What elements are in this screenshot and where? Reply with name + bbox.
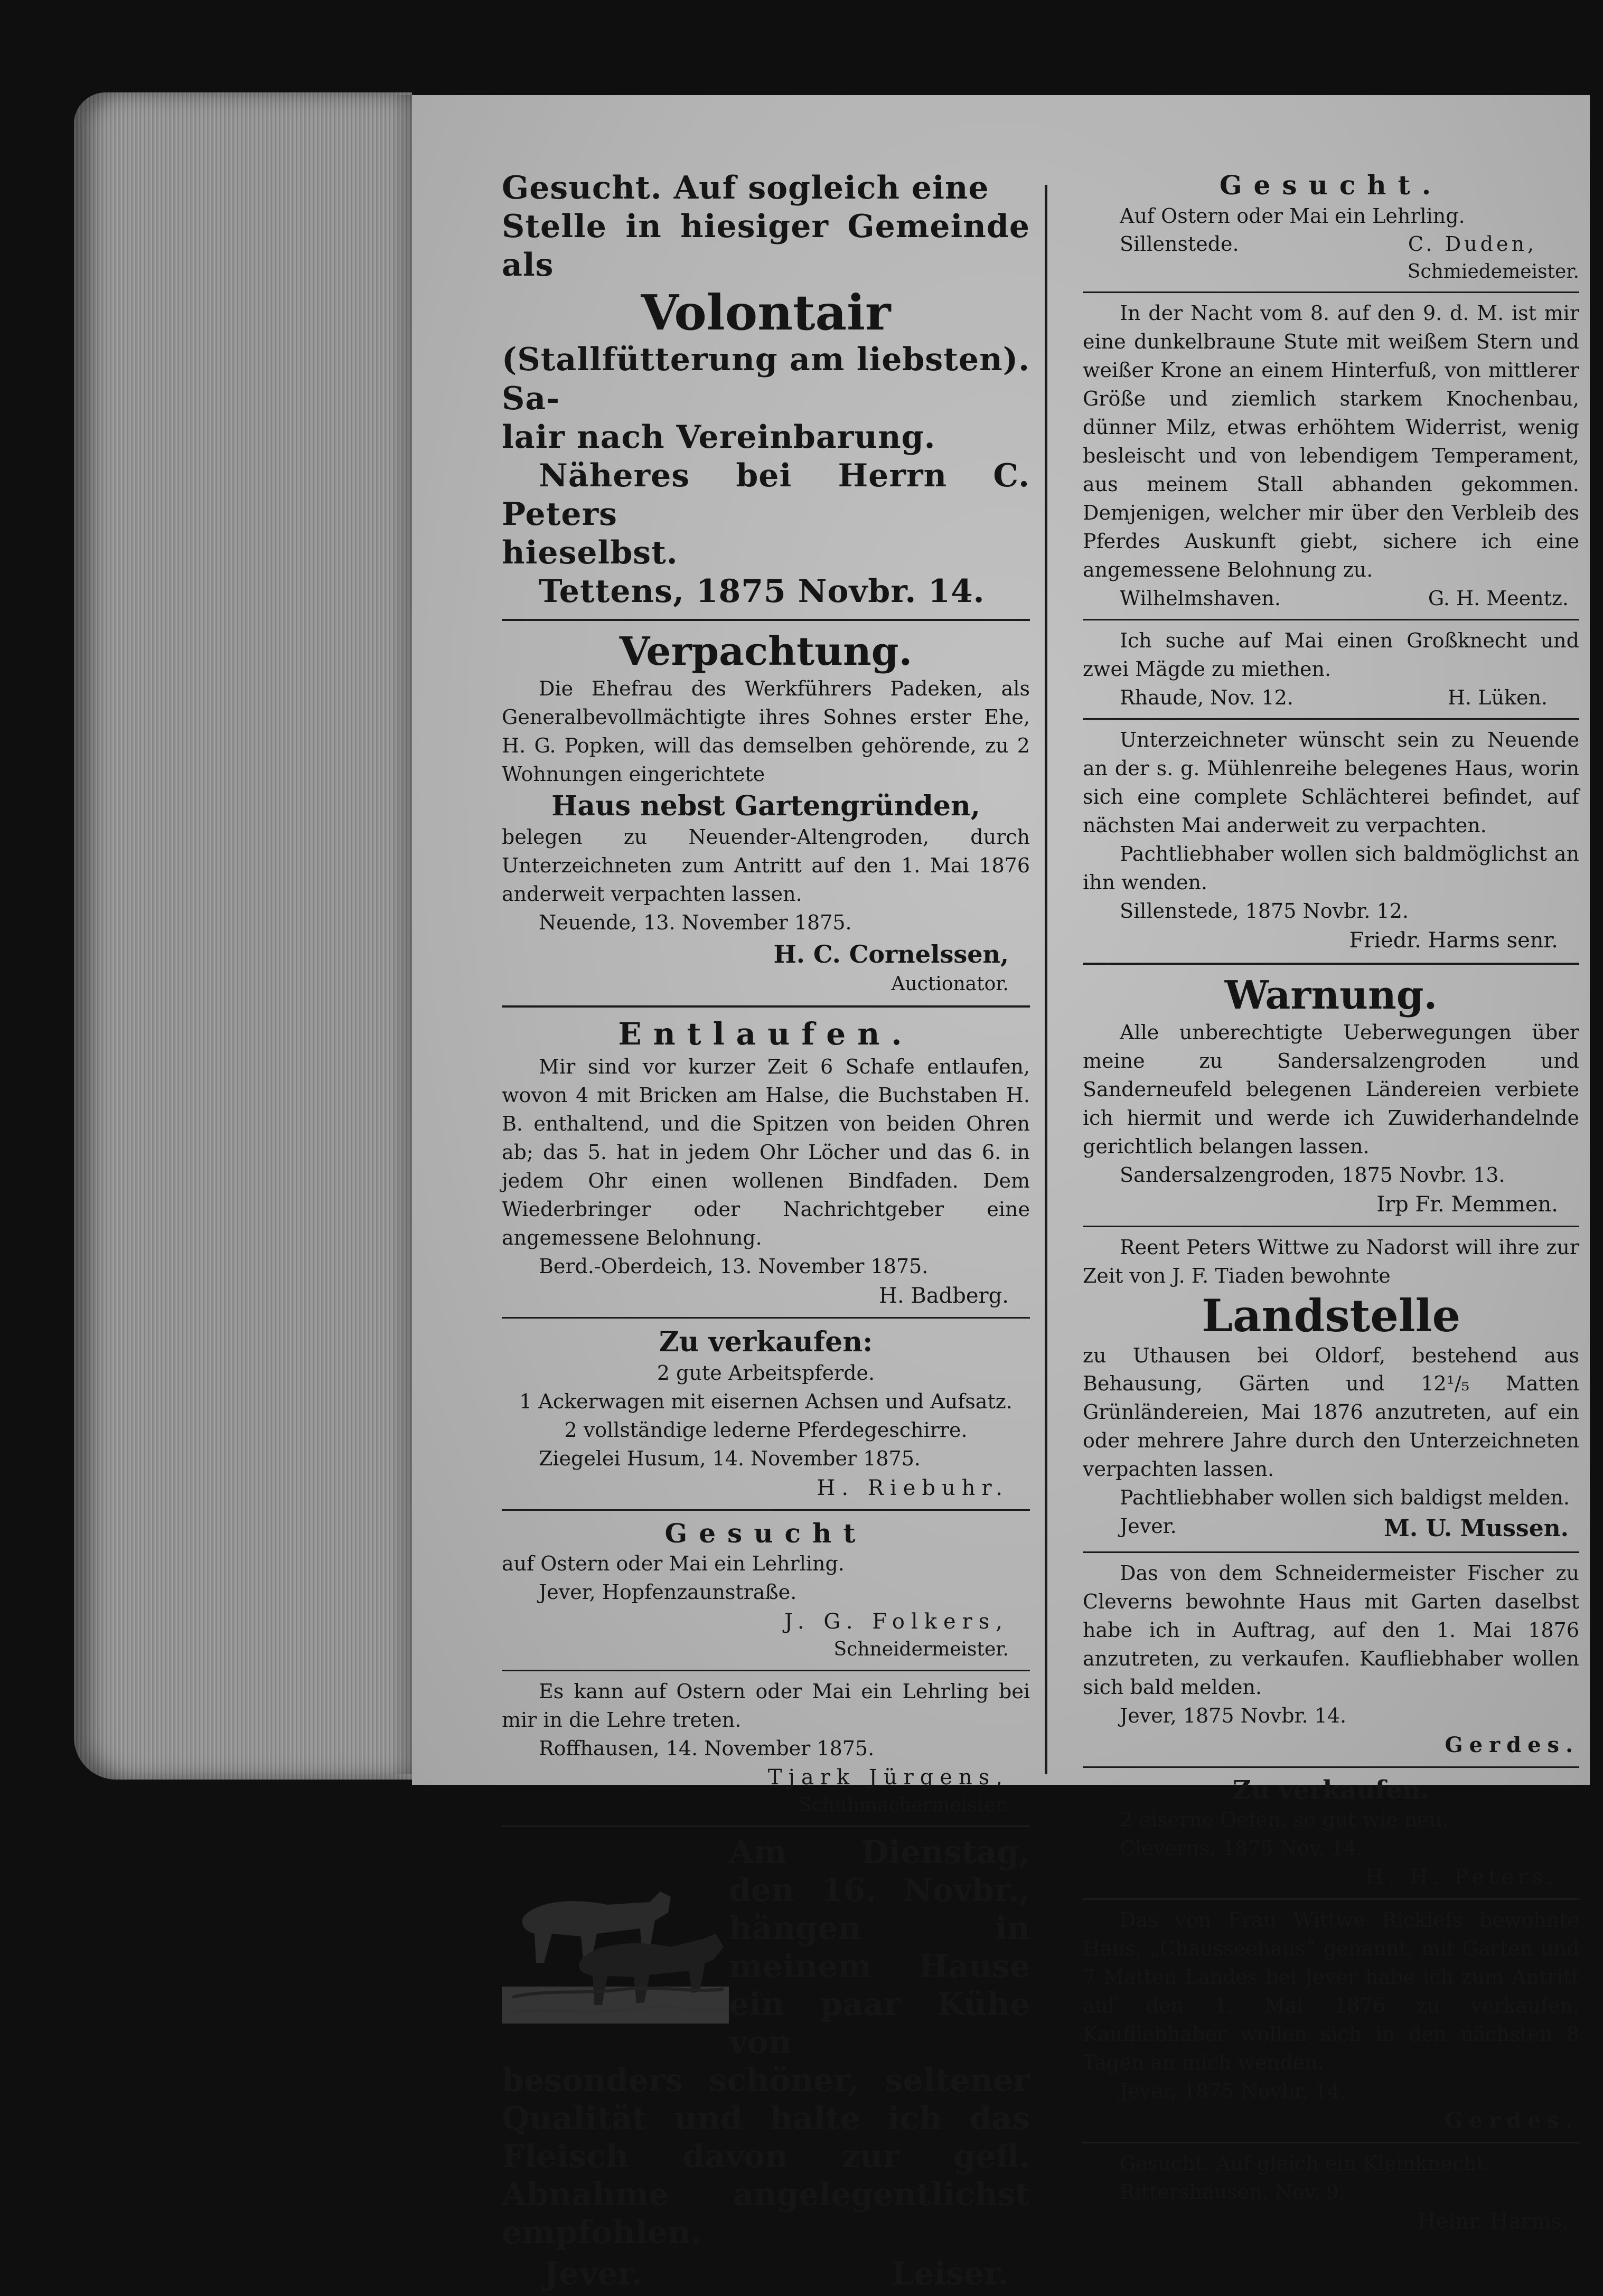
ad-warnung [1083,972,1579,1220]
ad-signature: Gerdes. [1445,1732,1579,1757]
ad-signature: Irp Fr. Memmen. [1376,1192,1558,1217]
ad-text-line: Gesucht. Auf sogleich eine [502,170,989,206]
ad-signature: Leiser. [891,2255,1009,2292]
ad-body: zu Uthausen bei Oldorf, bestehend aus Behausung, Gärten und 12¹/₅ Matten Grünländereien, Mai 1876 anzutreten, auf ein oder mehrere Jahre durch den Unterzeichneten verpachten lassen. [1083,1343,1579,1481]
ad-landstelle [1083,1234,1579,1545]
ad-line: 1 Ackerwagen mit eisernen Achsen und Aufsatz. [519,1389,1013,1413]
ad-signature: Tjark Jürgens, [767,1765,1009,1790]
ad-line: Jever, Hopfenzaunstraße. [539,1580,797,1604]
ad-grossknecht [1083,627,1579,712]
ad-dateline: Roffhausen, 14. November 1875. [539,1736,875,1760]
ad-signature: Heinr. Harms. [1417,2209,1569,2234]
ad-stute [1083,299,1579,613]
ad-body: Alle unberechtigte Ueberwegungen über meine zu Sandersalzengroden und Sanderneufeld belegenen Ländereien verbiete ich hiermit und werde ich Zuwiderhandelnde gerichtlich belangen lassen. [1083,1021,1579,1159]
ad-title: Zu verkaufen. [1232,1775,1430,1805]
ad-kleinknecht [1083,2150,1579,2236]
ad-text-line: lair nach Vereinbarung. [502,418,936,456]
separator [1083,619,1579,620]
ad-body: Unterzeichneter wünscht sein zu Neuende an der s. g. Mühlenreihe belegenes Haus, worin sich eine complete Schlächterei befindet, auf nächsten Mai anderweit zu verpachten. [1083,728,1579,837]
ad-signature-line [502,2252,1030,2296]
ad-schlaechterei [1083,726,1579,955]
ad-dateline: Neuende, 13. November 1875. [539,911,852,935]
ad-signature: H. Lüken. [1447,685,1548,709]
ad-signature: C. Duden, [1408,232,1537,256]
ad-signature-line [1083,684,1579,712]
ad-text-line: Stelle in hiesiger Gemeinde als [502,208,1030,284]
ad-title: Entlaufen. [618,1015,914,1052]
ad-gesucht-schmied [1083,169,1579,285]
ad-line: Auf Ostern oder Mai ein Lehrling. [1120,204,1465,228]
ad-body: Reent Peters Wittwe zu Nadorst will ihre zur Zeit von J. F. Tiaden bewohnte [1083,1236,1579,1287]
ad-body: Das von dem Schneidermeister Fischer zu Cleverns bewohnte Haus mit Garten daselbst habe ich in Auftrag, auf den 1. Mai 1876 anzutreten, zu verkaufen. Kaufliebhaber wollen sich bald melden. [1083,1561,1579,1699]
ad-volontair [502,169,1030,611]
ad-signature: H. Riebuhr. [817,1475,1009,1500]
ad-dateline: Sillenstede, 1875 Novbr. 12. [1120,899,1409,923]
ad-signature: Friedr. Harms senr. [1349,928,1558,953]
ad-signature: M. U. Mussen. [1384,1515,1569,1542]
ad-dateline: Cleverns, 1875 Nov. 14. [1120,1836,1363,1860]
ad-zu-verkaufen [502,1325,1030,1503]
ad-title: Warnung. [1224,972,1438,1018]
book-fore-edge [74,92,412,1780]
ad-body: Das von Frau Wittwe Ricklefs bewohnte Haus, „Chausseehaus“ genannt, mit Garten und 7 Matten Landes bei Jever habe ich zum Antritt auf den 1. Mai 1876 zu verkaufen. Kaufliebhaber wollen sich in den nächsten 8 Tagen an mich wenden. [1083,1908,1579,2075]
ad-body: Mir sind vor kurzer Zeit 6 Schafe entlaufen, wovon 4 mit Bricken am Halse, die Buchstaben H. B. enthaltend, und die Spitzen von beiden Ohren ab; das 5. hat in jedem Ohr Löcher und das 6. in jedem Ohr einen wollenen Bindfaden. Dem Wiederbringer oder Nachrichtgeber eine angemessene Belohnung. [502,1055,1030,1250]
ad-place: Rhaude, Nov. 12. [1120,685,1293,709]
ad-verpachtung [502,628,1030,998]
separator [1083,2142,1579,2143]
ad-signature-title: Auctionator. [891,973,1009,995]
ad-signature-title: Schneidermeister. [833,1639,1009,1661]
ad-dateline: Jever, 1875 Novbr. 14. [1120,1704,1347,1727]
ad-body: Es kann auf Ostern oder Mai ein Lehrling bei mir in die Lehre treten. [502,1679,1030,1732]
ad-signature: H. C. Cornelssen, [773,940,1009,969]
ad-body-side: Am Dienstag, den 16. Novbr., hängen in meinem Hause ein paar Kühe von [729,1833,1030,2061]
separator [1083,1766,1579,1768]
ad-signature: H. H. Peters. [1365,1865,1558,1890]
separator [1083,963,1579,965]
separator [1083,1226,1579,1227]
cows-woodcut-image [502,1855,729,2029]
ad-place: Jever. [544,2255,643,2292]
ad-signature-line [1083,230,1579,258]
ad-signature: G. H. Meentz. [1428,586,1569,610]
ad-haus-cleverns [1083,1559,1579,1760]
ad-subtitle: Haus nebst Gartengründen, [551,790,980,823]
ad-body: besonders schöner, seltener Qualität und halte ich das Fleisch davon zur gefl. Abnahme angelegentlichst empfohlen. [502,2062,1030,2251]
ad-body: Ich suche auf Mai einen Großknecht und zwei Mägde zu miethen. [1083,628,1579,681]
ad-body: belegen zu Neuender-Altengroden, durch Unterzeichneten zum Antritt auf den 1. Mai 1876 anderweit verpachten lassen. [502,825,1030,906]
newspaper-page [412,95,1590,2292]
ad-oefen [1083,1774,1579,1893]
separator [502,1509,1030,1511]
separator [502,1317,1030,1319]
ad-dateline: Jever, 1875 Novbr. 14. [1120,2079,1347,2103]
ad-text-line: Näheres bei Herrn C. Peters [502,457,1030,533]
separator [502,1005,1030,1008]
ad-line: 2 gute Arbeitspferde. [657,1361,875,1385]
ad-signature-line [1083,1512,1579,1545]
ad-text-line: (Stallfütterung am liebsten). Sa- [502,341,1030,417]
ad-signature-title: Schmiedemeister. [1407,260,1579,283]
ad-dateline: Ziegelei Husum, 14. November 1875. [539,1446,921,1470]
ad-signature: J. G. Folkers, [784,1610,1009,1634]
right-column [1083,169,1579,2236]
ad-place: Sillenstede. [1120,232,1239,256]
ad-title: Volontair [641,284,891,341]
separator [1083,291,1579,293]
ad-signature: H. Badberg. [879,1284,1009,1308]
ad-title: Zu verkaufen: [659,1326,873,1358]
ad-body: Pachtliebhaber wollen sich baldmöglichst an ihn wenden. [1083,842,1579,894]
left-column [502,169,1030,2296]
ad-entlaufen [502,1015,1030,1311]
separator [502,1825,1030,1827]
ad-line: 2 eiserne Oefen, so gut wie neu. [1120,1808,1449,1831]
ad-chausseehaus [1083,1906,1579,2135]
ad-line: auf Ostern oder Mai ein Lehrling. [502,1552,845,1576]
ad-line: 2 vollständige lederne Pferdegeschirre. [564,1418,968,1442]
ad-text-line: hieselbst. [502,534,678,572]
separator [1083,1898,1579,1900]
ad-title: Gesucht [664,1517,867,1549]
ad-dateline: Tettens, 1875 Novbr. 14. [539,573,985,610]
separator [502,1670,1030,1671]
ad-signature: Gerdes. [1445,2108,1579,2133]
separator [502,619,1030,621]
separator [1083,718,1579,720]
ad-kuehe [502,1833,1030,2296]
separator [1083,1551,1579,1553]
ad-body: Die Ehefrau des Werkführers Padeken, als Generalbevollmächtigte ihres Sohnes erster Ehe, H. G. Popken, will das demselben gehörende, zu 2 Wohnungen eingerichtete [502,677,1030,786]
ad-place: Jever. [1120,1514,1177,1538]
ad-lehre [502,1678,1030,1819]
ad-title: Gesucht. [1219,170,1443,201]
ad-dateline: Berd.-Oberdeich, 13. November 1875. [539,1255,929,1278]
ad-body: In der Nacht vom 8. auf den 9. d. M. ist mir eine dunkelbraune Stute mit weißem Stern und weißer Krone an einem Hinterfuß, von mittlerer Größe und ziemlich starkem Knochenbau, dünner Milz, etwas erhöhtem Widerrist, wenig besleischt und von lebendigem Temperament, aus meinem Stall abhanden gekommen. Demjenigen, welcher mir über den Verbleib des Pferdes Auskunft giebt, sichere ich eine angemessene Belohnung zu. [1083,302,1579,581]
ad-title: Verpachtung. [619,628,913,674]
ad-signature-line [1083,585,1579,613]
ad-gesucht-lehrling [502,1517,1030,1663]
ad-body: Pachtliebhaber wollen sich baldigst melden. [1120,1486,1570,1510]
ad-dateline: Rittershausen, Nov. 9. [1120,2180,1346,2204]
ad-dateline: Sandersalzengroden, 1875 Novbr. 13. [1120,1163,1505,1187]
ad-title: Landstelle [1201,1289,1461,1342]
ad-line: Gesucht. Auf gleich ein Kleinknecht. [1120,2152,1491,2176]
ad-signature-title: Schuhmachermeister. [799,1794,1009,1817]
column-divider [1045,185,1047,1774]
ad-place: Wilhelmshaven. [1120,586,1281,610]
